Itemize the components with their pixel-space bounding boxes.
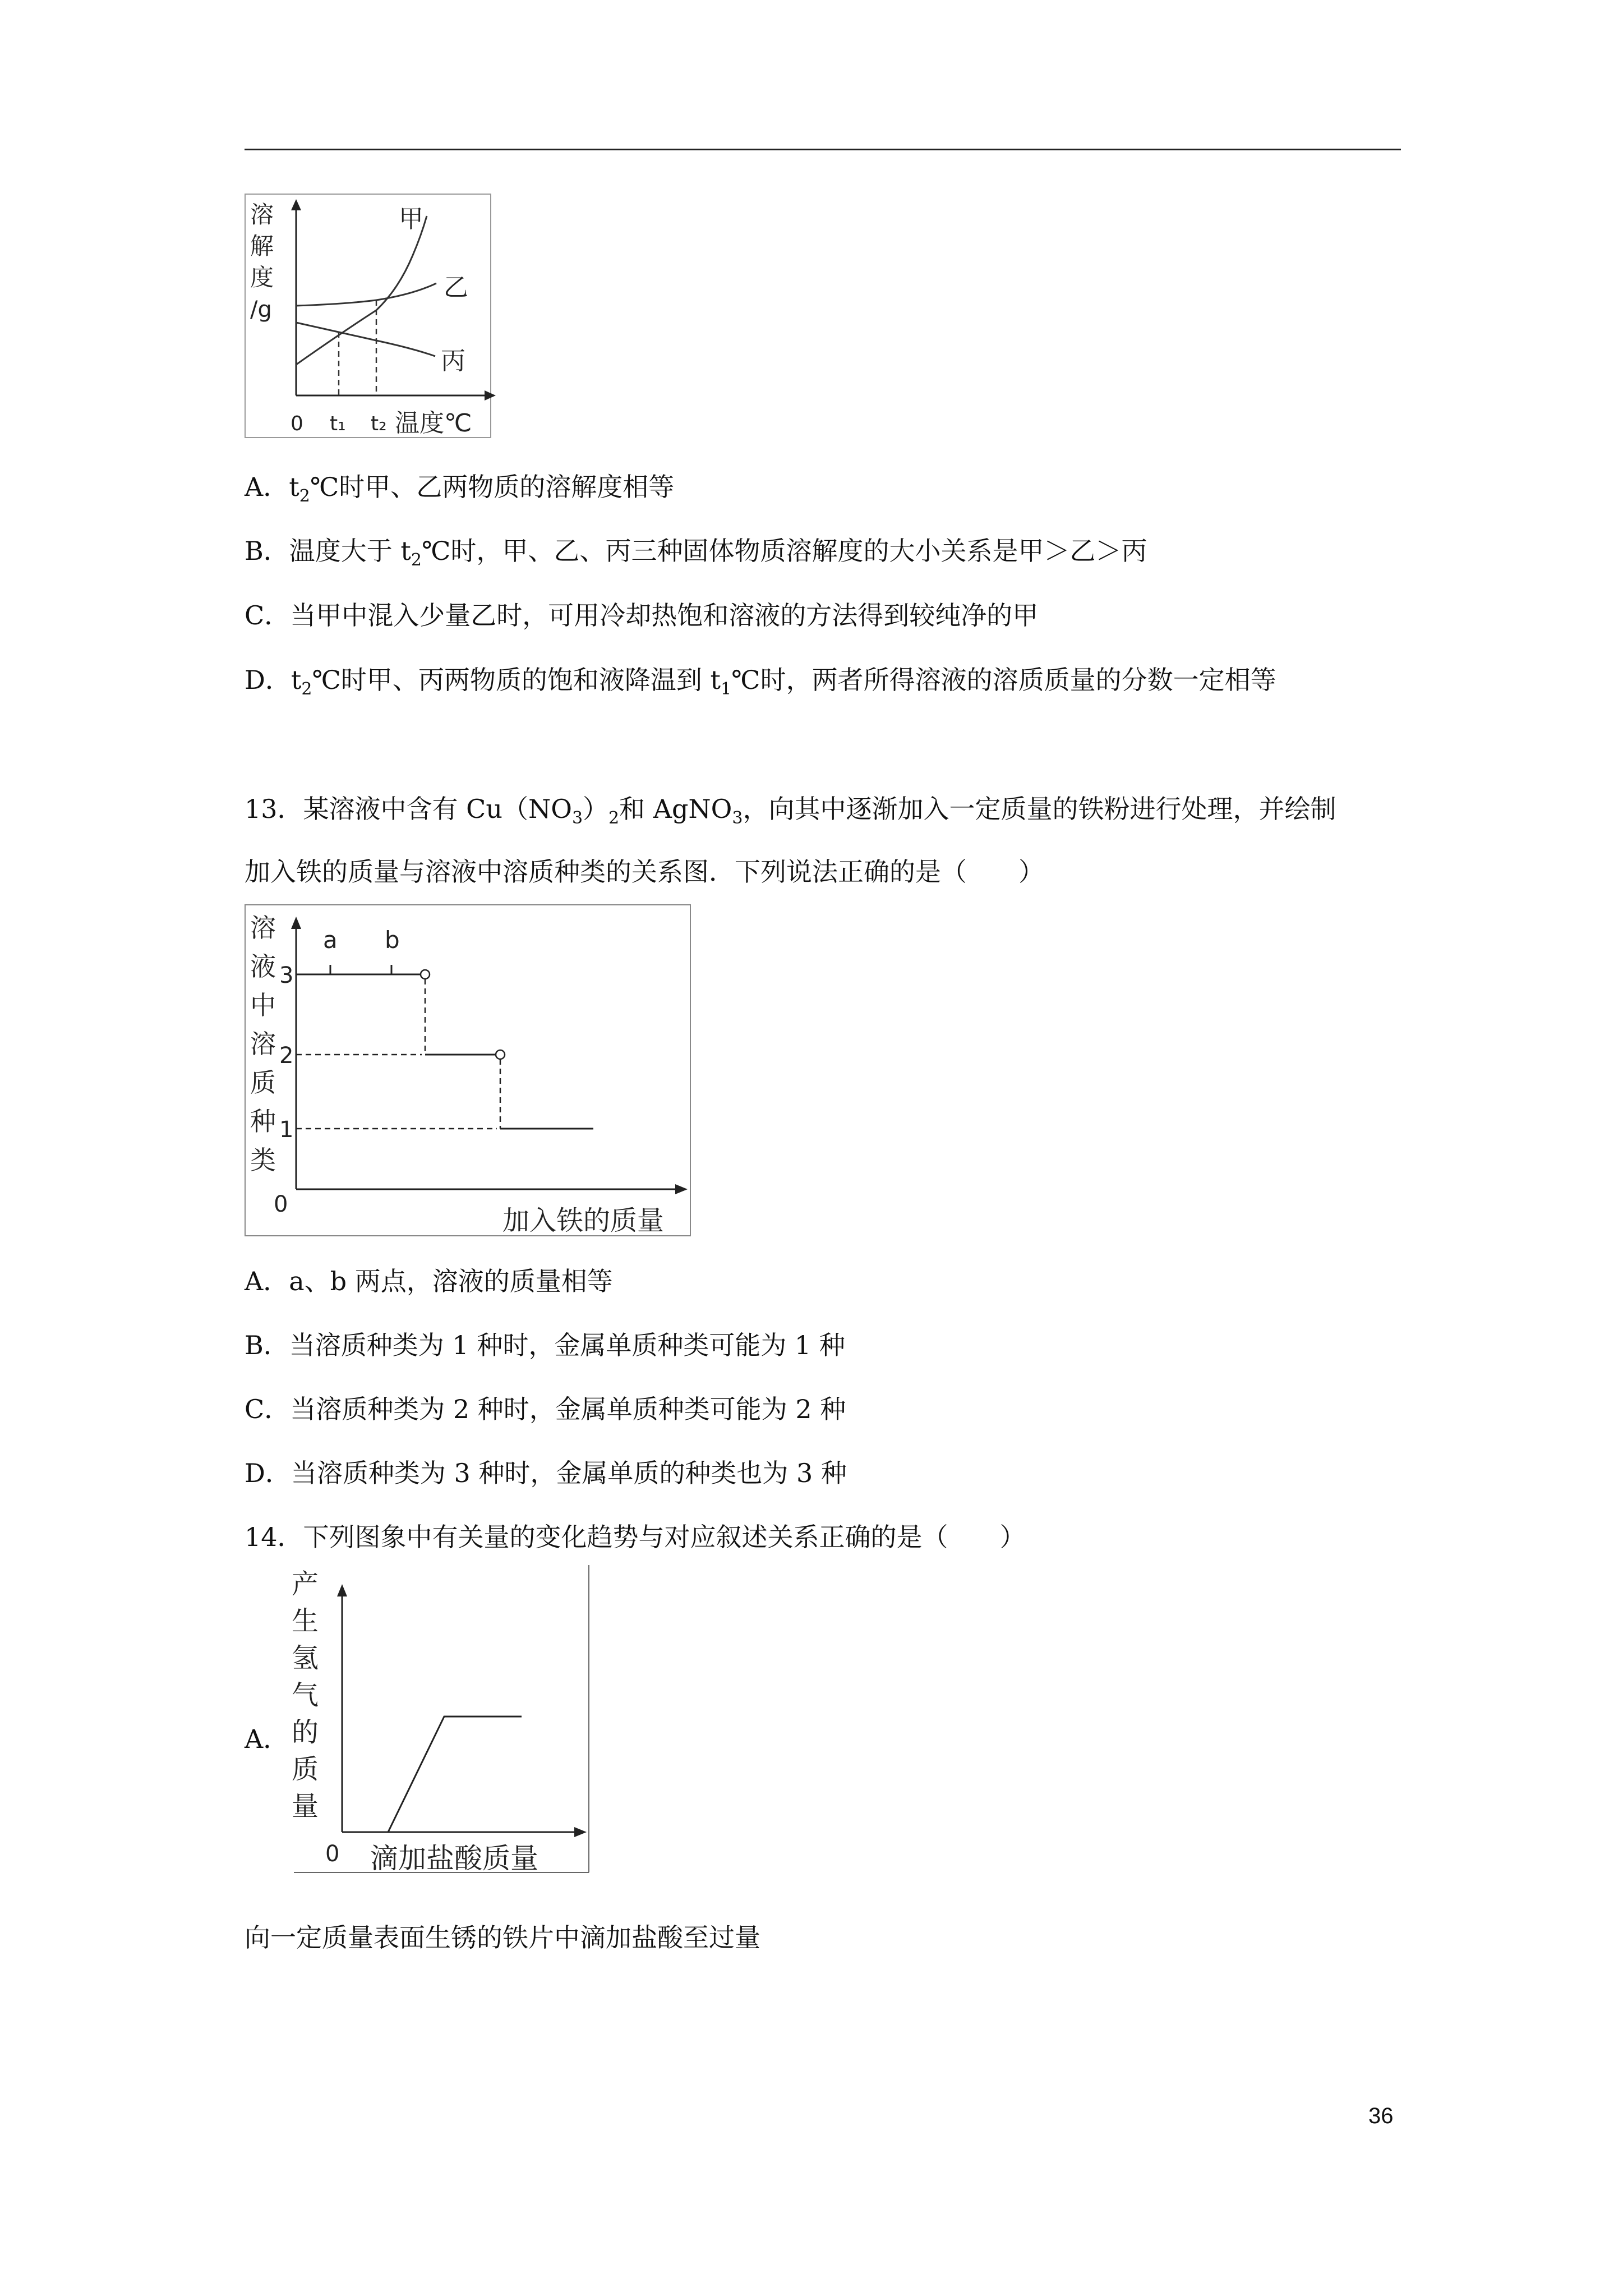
ytick-1: 1 <box>279 1117 294 1143</box>
q12-option-c: C．当甲中混入少量乙时，可用冷却热饱和溶液的方法得到较纯净的甲 <box>245 600 1039 631</box>
q12-option-d: D．$t_2℃$时甲、丙两物质的饱和液降温到 $t_1℃$时，两者所得溶液的溶质质量的分数一定相等 <box>245 665 1276 699</box>
ylabel-char: 度 <box>250 264 274 291</box>
ylabel-char: 质 <box>292 1754 319 1785</box>
hydrogen-chart <box>292 1565 594 1879</box>
ylabel-char: 中 <box>250 990 276 1020</box>
solubility-chart <box>245 194 502 440</box>
ylabel-char: 量 <box>292 1791 319 1822</box>
q13-option-b: B．当溶质种类为 1 种时，金属单质种类可能为 1 种 <box>245 1330 845 1360</box>
series-label-yi: 乙 <box>444 273 468 302</box>
ylabel-char: 氢 <box>292 1642 319 1674</box>
origin-label: 0 <box>325 1841 340 1867</box>
origin-label: 0 <box>291 412 303 435</box>
q13-option-c: C．当溶质种类为 2 种时，金属单质种类可能为 2 种 <box>245 1394 846 1424</box>
page-number: 36 <box>1368 2104 1394 2128</box>
series-yi-curve <box>296 283 436 306</box>
ylabel-char: 气 <box>292 1680 319 1711</box>
series-label-bing: 丙 <box>441 347 465 375</box>
ylabel-char: 的 <box>292 1717 319 1748</box>
q14-caption: 向一定质量表面生锈的铁片中滴加盐酸至过量 <box>245 1922 760 1953</box>
t2-label: t₂ <box>371 412 387 435</box>
ylabel-char: /g <box>250 297 272 323</box>
q13-stem-line1: 13．某溶液中含有 $Cu(NO_3)_2$和 AgNO$_3$，向其中逐渐加入一定质量的铁粉进行处理，并绘制 <box>245 794 1336 828</box>
point-a-label: a <box>323 926 338 954</box>
q13-option-a: A．a、b 两点，溶液的质量相等 <box>245 1266 613 1296</box>
hydrogen-mass-line <box>388 1717 522 1832</box>
ylabel-char: 种 <box>250 1106 276 1137</box>
point-b-label: b <box>385 926 400 954</box>
origin-label: 0 <box>274 1191 288 1217</box>
q12-option-b: B．温度大于 $t_2℃$时，甲、乙、丙三种固体物质溶解度的大小关系是甲＞乙＞丙 <box>245 536 1147 570</box>
chart-frame <box>245 905 690 1236</box>
series-bing-curve <box>296 323 435 356</box>
q13-stem-line2: 加入铁的质量与溶液中溶质种类的关系图．下列说法正确的是（ ） <box>245 857 1044 887</box>
q13-option-d: D．当溶质种类为 3 种时，金属单质的种类也为 3 种 <box>245 1458 847 1488</box>
xlabel: 加入铁的质量 <box>502 1205 665 1236</box>
xlabel: 滴加盐酸质量 <box>370 1842 538 1875</box>
ylabel-char: 解 <box>250 232 274 260</box>
solute-types-chart <box>245 904 693 1241</box>
ylabel-char: 质 <box>250 1068 276 1098</box>
series-jia-curve <box>296 216 427 365</box>
q14-option-a-label: A． <box>245 1724 289 1754</box>
level-3-open-point <box>421 970 430 979</box>
x-axis-arrow <box>675 1184 688 1194</box>
solute-types-chart-svg <box>245 904 693 1241</box>
ytick-3: 3 <box>279 963 294 988</box>
ylabel-char: 产 <box>292 1568 319 1600</box>
header-rule <box>245 149 1401 150</box>
y-axis-arrow <box>291 199 301 210</box>
ylabel-char: 类 <box>250 1145 276 1175</box>
ytick-2: 2 <box>279 1043 294 1069</box>
solubility-chart-svg <box>245 194 502 440</box>
hydrogen-chart-svg <box>292 1565 594 1879</box>
ylabel-char: 溶 <box>250 201 274 228</box>
q14-stem: 14．下列图象中有关量的变化趋势与对应叙述关系正确的是（ ） <box>245 1522 1026 1552</box>
x-axis-arrow <box>574 1827 587 1837</box>
t1-label: t₁ <box>330 412 346 435</box>
xlabel: 温度℃ <box>395 409 472 438</box>
y-axis-arrow <box>337 1584 347 1596</box>
q12-option-a: A．$t_2℃$时甲、乙两物质的溶解度相等 <box>245 472 675 506</box>
series-label-jia: 甲 <box>399 205 423 233</box>
y-axis-arrow <box>291 917 301 929</box>
ylabel-char: 液 <box>250 951 276 982</box>
ylabel-char: 溶 <box>250 913 276 943</box>
ylabel-char: 生 <box>292 1605 319 1637</box>
level-2-open-point <box>496 1050 505 1059</box>
ylabel-char: 溶 <box>250 1029 276 1059</box>
